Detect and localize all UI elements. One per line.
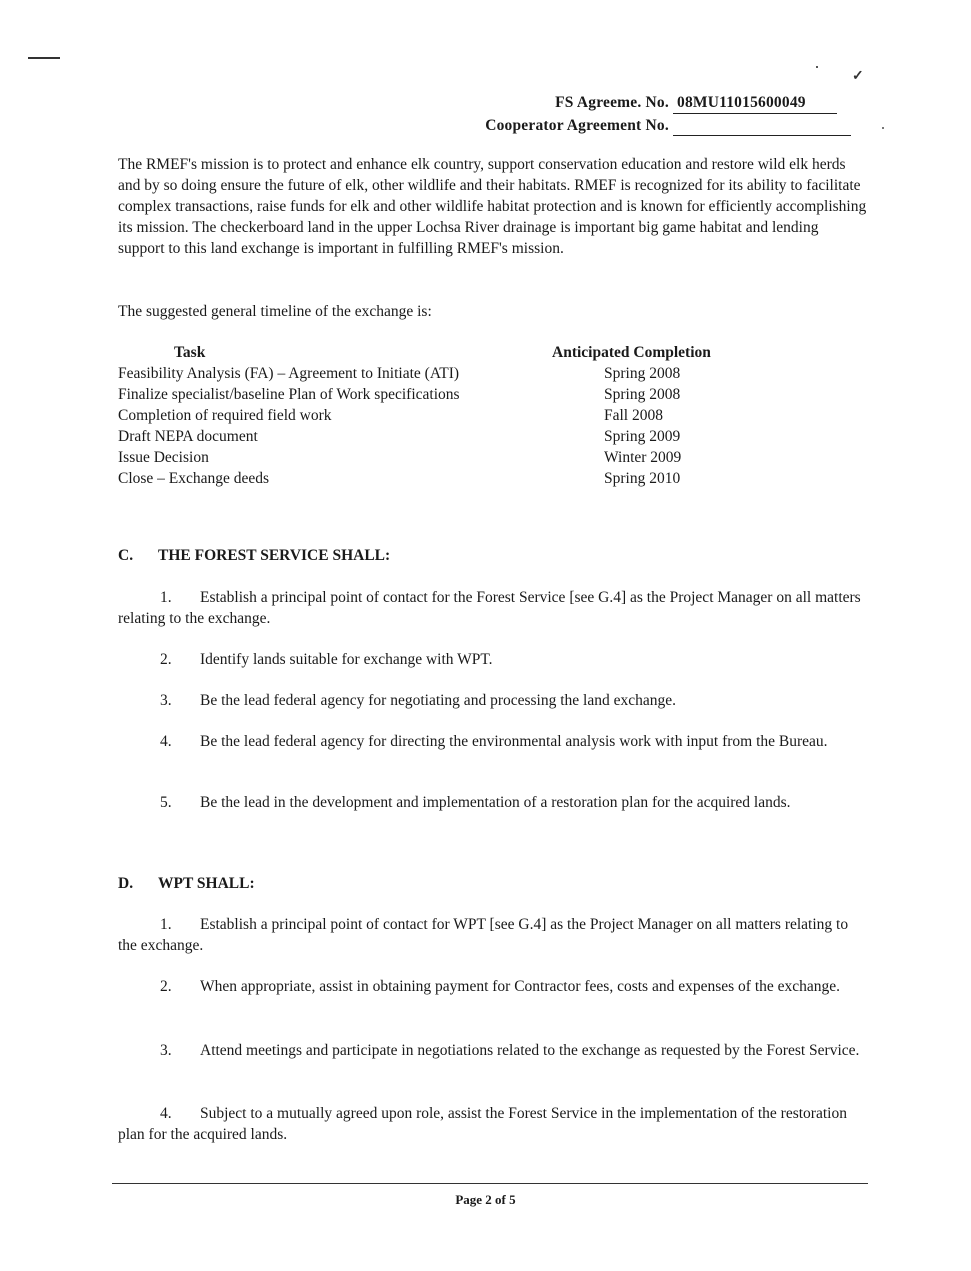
section-letter: D. (118, 875, 134, 892)
section-title: THE FOREST SERVICE SHALL: (158, 547, 391, 564)
list-item (118, 731, 863, 752)
task-cell: Finalize specialist/baseline Plan of Work specifications (118, 386, 460, 403)
scan-speck (816, 66, 818, 68)
intro-paragraph: The RMEF's mission is to protect and enhance elk country, support conservation education and restore wild elk herds and by so doing ensure the future of elk, other wildlife and their habitats. RMEF is recognized for its ability to facilitate complex transactions, raise funds for elk and other wildlife habitat protection and is known for efficiently accomplishing its mission. The checkerboard land in the upper Lochsa River drainage is important big game habitat and lending support to this land exchange is important in fulfilling RMEF's mission. (118, 156, 867, 257)
task-cell: Completion of required field work (118, 407, 332, 424)
item-text: Establish a principal point of contact for WPT [see G.4] as the Project Manager on all matters relating to the exchange. (118, 916, 849, 954)
item-number: 3. (160, 1042, 172, 1059)
table-row (118, 468, 778, 489)
fs-agreement-number (555, 92, 837, 114)
item-text: Subject to a mutually agreed upon role, assist the Forest Service in the implementation of the restoration plan for the acquired lands. (118, 1105, 847, 1143)
page-number: Page 2 of 5 (455, 1192, 516, 1207)
table-row (118, 426, 778, 447)
completion-cell: Winter 2009 (604, 449, 682, 466)
table-row (118, 447, 778, 468)
check-mark-icon: ✓ (852, 69, 864, 84)
item-text: Be the lead federal agency for negotiating and processing the land exchange. (200, 692, 676, 709)
item-text: When appropriate, assist in obtaining payment for Contractor fees, costs and expenses of the exchange. (200, 978, 841, 995)
completion-cell: Spring 2009 (604, 428, 681, 445)
list-item (118, 690, 863, 711)
completion-cell: Fall 2008 (604, 407, 663, 424)
table-row (118, 363, 778, 384)
list-item (118, 976, 863, 997)
section-letter: C. (118, 547, 134, 564)
list-item (118, 914, 863, 956)
timeline-table (118, 342, 778, 489)
item-text: Be the lead federal agency for directing the environmental analysis work with input from the Bureau. (200, 733, 828, 750)
cooperator-agreement-label: Cooperator Agreement No. (485, 117, 669, 134)
section-d-heading (118, 873, 255, 894)
list-item (118, 587, 863, 629)
item-number: 3. (160, 692, 172, 709)
item-text: Identify lands suitable for exchange with WPT. (200, 651, 493, 668)
table-row (118, 384, 778, 405)
timeline-header (118, 342, 778, 363)
item-text: Attend meetings and participate in negotiations related to the exchange as requested by the Forest Service. (200, 1042, 860, 1059)
item-number: 4. (160, 733, 172, 750)
cooperator-agreement-value (673, 117, 851, 136)
fs-agreement-label: FS Agreeme. No. (555, 94, 669, 111)
item-number: 5. (160, 794, 172, 811)
timeline-intro: The suggested general timeline of the exchange is: (118, 303, 432, 320)
cooperator-agreement-number (485, 115, 851, 136)
col-task-header: Task (174, 344, 206, 361)
section-c-heading (118, 545, 390, 566)
list-item (118, 792, 863, 813)
task-cell: Draft NEPA document (118, 428, 258, 445)
item-number: 2. (160, 978, 172, 995)
completion-cell: Spring 2008 (604, 386, 681, 403)
task-cell: Close – Exchange deeds (118, 470, 270, 487)
item-number: 2. (160, 651, 172, 668)
item-text: Be the lead in the development and implementation of a restoration plan for the acquired lands. (200, 794, 791, 811)
list-item (118, 1103, 863, 1145)
scan-speck (882, 127, 884, 129)
completion-cell: Spring 2010 (604, 470, 681, 487)
task-cell: Feasibility Analysis (FA) – Agreement to Initiate (ATI) (118, 365, 460, 382)
scan-mark (28, 57, 60, 59)
item-number: 1. (160, 589, 172, 606)
item-text: Establish a principal point of contact for the Forest Service [see G.4] as the Project Manager on all matters relating to the exchange. (118, 589, 861, 627)
completion-cell: Spring 2008 (604, 365, 681, 382)
item-number: 1. (160, 916, 172, 933)
table-row (118, 405, 778, 426)
task-cell: Issue Decision (118, 449, 209, 466)
fs-agreement-value: 08MU11015600049 (673, 92, 837, 114)
list-item (118, 1040, 863, 1061)
col-completion-header: Anticipated Completion (552, 344, 711, 361)
section-title: WPT SHALL: (158, 875, 255, 892)
footer-divider (112, 1183, 868, 1184)
list-item (118, 649, 863, 670)
item-number: 4. (160, 1105, 172, 1122)
